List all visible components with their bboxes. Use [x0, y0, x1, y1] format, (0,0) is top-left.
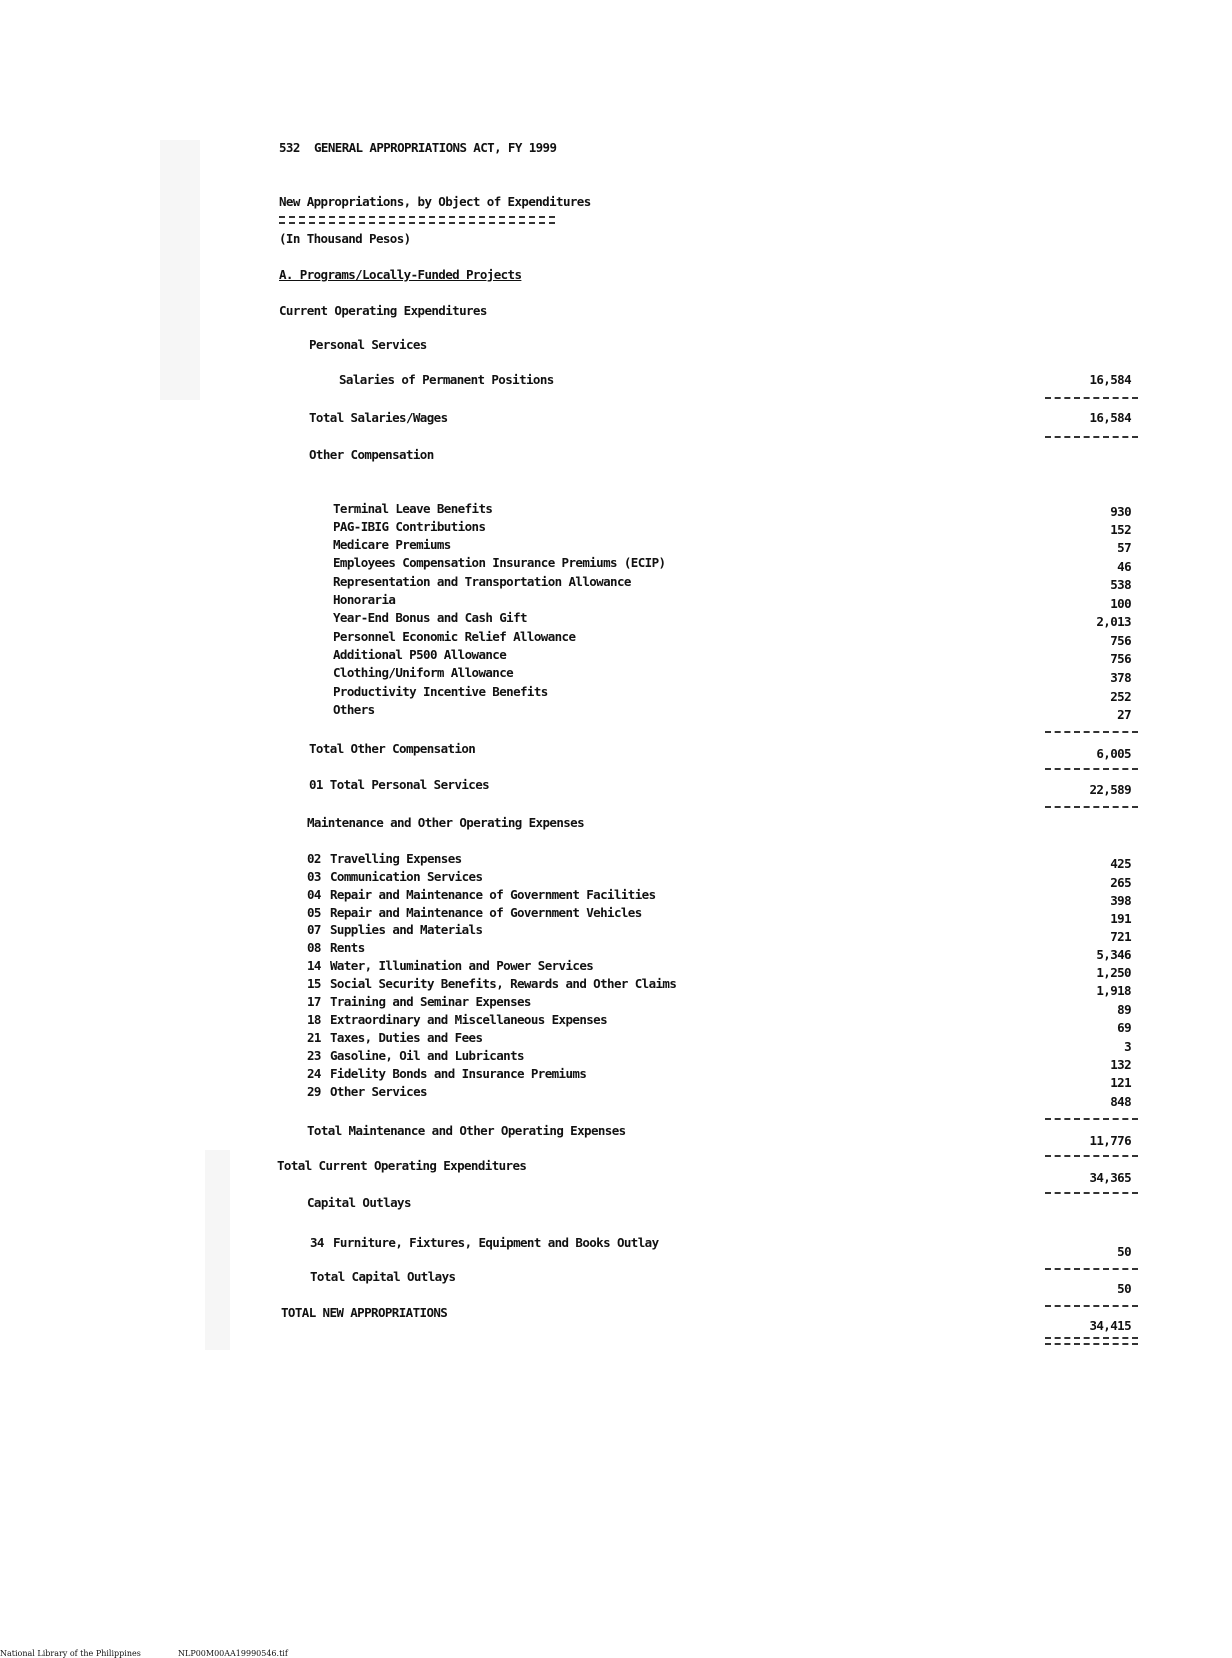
mooe-item-label: Other Services	[330, 1084, 427, 1099]
total-other-compensation-label: Total Other Compensation	[309, 741, 476, 756]
mooe-item-value: 265	[1110, 875, 1131, 890]
mooe-code: 05	[307, 905, 321, 920]
capital-item-label: Furniture, Fixtures, Equipment and Books Outlay	[333, 1235, 659, 1250]
page-number: 532	[279, 140, 300, 155]
list-item-label: Personnel Economic Relief Allowance	[333, 629, 576, 644]
mooe-code: 29	[307, 1084, 321, 1099]
mooe-code: 18	[307, 1012, 321, 1027]
list-item-label: Medicare Premiums	[333, 537, 451, 552]
mooe-item-value: 5,346	[1096, 947, 1131, 962]
mooe-item-value: 3	[1124, 1039, 1131, 1054]
mooe-item-label: Repair and Maintenance of Government Facilities	[330, 887, 656, 902]
total-current-operating-label: Total Current Operating Expenditures	[277, 1158, 527, 1173]
rule	[1045, 768, 1138, 770]
list-item-label: Honoraria	[333, 592, 396, 607]
mooe-item-label: Taxes, Duties and Fees	[330, 1030, 483, 1045]
mooe-item-value: 1,918	[1096, 983, 1131, 998]
total-other-compensation-value: 6,005	[1096, 746, 1131, 761]
list-item-value: 100	[1110, 596, 1131, 611]
rule	[1045, 397, 1138, 399]
capital-item-code: 34	[310, 1235, 324, 1250]
total-mooe-value: 11,776	[1089, 1133, 1131, 1148]
total-salaries-value: 16,584	[1089, 410, 1131, 425]
mooe-item-value: 721	[1110, 929, 1131, 944]
personal-services-label: Personal Services	[309, 337, 427, 352]
rule	[1045, 731, 1138, 733]
grand-total-value: 34,415	[1089, 1318, 1131, 1333]
grand-total-double-rule	[1045, 1337, 1138, 1345]
mooe-code: 24	[307, 1066, 321, 1081]
grand-total-label: TOTAL NEW APPROPRIATIONS	[281, 1305, 448, 1320]
total-mooe-label: Total Maintenance and Other Operating Expenses	[307, 1123, 626, 1138]
mooe-item-label: Supplies and Materials	[330, 922, 483, 937]
mooe-code: 21	[307, 1030, 321, 1045]
list-item-value: 756	[1110, 651, 1131, 666]
running-title: GENERAL APPROPRIATIONS ACT, FY 1999	[314, 140, 557, 155]
capital-item-value: 50	[1117, 1244, 1131, 1259]
mooe-code: 03	[307, 869, 321, 884]
total-personal-services-label: 01 Total Personal Services	[309, 777, 490, 792]
total-personal-services-value: 22,589	[1089, 782, 1131, 797]
units-note: (In Thousand Pesos)	[279, 231, 411, 246]
list-item-value: 152	[1110, 522, 1131, 537]
mooe-item-label: Communication Services	[330, 869, 483, 884]
mooe-item-label: Repair and Maintenance of Government Vehicles	[330, 905, 642, 920]
mooe-item-value: 1,250	[1096, 965, 1131, 980]
scan-noise	[160, 140, 200, 400]
section-heading: A. Programs/Locally-Funded Projects	[279, 267, 522, 282]
mooe-item-value: 89	[1117, 1002, 1131, 1017]
scan-noise	[205, 1150, 230, 1350]
list-item-label: Representation and Transportation Allowance	[333, 574, 631, 589]
footer-library: National Library of the Philippines	[0, 1649, 141, 1658]
mooe-item-value: 425	[1110, 856, 1131, 871]
salaries-value: 16,584	[1089, 372, 1131, 387]
rule	[1045, 1118, 1138, 1120]
document-heading: New Appropriations, by Object of Expenditures	[279, 194, 591, 209]
list-item-label: PAG-IBIG Contributions	[333, 519, 486, 534]
list-item-value: 538	[1110, 577, 1131, 592]
total-current-operating-value: 34,365	[1089, 1170, 1131, 1185]
list-item-value: 930	[1110, 504, 1131, 519]
list-item-value: 378	[1110, 670, 1131, 685]
salaries-label: Salaries of Permanent Positions	[339, 372, 554, 387]
list-item-value: 2,013	[1096, 614, 1131, 629]
total-capital-outlays-label: Total Capital Outlays	[310, 1269, 456, 1284]
rule	[1045, 806, 1138, 808]
total-capital-outlays-value: 50	[1117, 1281, 1131, 1296]
list-item-value: 756	[1110, 633, 1131, 648]
mooe-item-label: Extraordinary and Miscellaneous Expenses	[330, 1012, 608, 1027]
mooe-item-label: Gasoline, Oil and Lubricants	[330, 1048, 524, 1063]
list-item-label: Others	[333, 702, 375, 717]
mooe-item-label: Social Security Benefits, Rewards and Other Claims	[330, 976, 677, 991]
mooe-item-label: Rents	[330, 940, 365, 955]
list-item-label: Terminal Leave Benefits	[333, 501, 493, 516]
mooe-code: 07	[307, 922, 321, 937]
mooe-code: 04	[307, 887, 321, 902]
other-compensation-label: Other Compensation	[309, 447, 434, 462]
rule	[1045, 1155, 1138, 1157]
rule	[1045, 1305, 1138, 1307]
mooe-item-label: Training and Seminar Expenses	[330, 994, 531, 1009]
mooe-item-value: 69	[1117, 1020, 1131, 1035]
list-item-value: 57	[1117, 540, 1131, 555]
mooe-item-value: 848	[1110, 1094, 1131, 1109]
mooe-label: Maintenance and Other Operating Expenses	[307, 815, 585, 830]
mooe-item-value: 191	[1110, 911, 1131, 926]
rule	[1045, 1268, 1138, 1270]
rule	[1045, 436, 1138, 438]
mooe-item-label: Fidelity Bonds and Insurance Premiums	[330, 1066, 587, 1081]
list-item-label: Year-End Bonus and Cash Gift	[333, 610, 527, 625]
rule	[1045, 1192, 1138, 1194]
list-item-value: 46	[1117, 559, 1131, 574]
mooe-code: 15	[307, 976, 321, 991]
mooe-item-value: 398	[1110, 893, 1131, 908]
mooe-code: 14	[307, 958, 321, 973]
mooe-code: 02	[307, 851, 321, 866]
mooe-code: 08	[307, 940, 321, 955]
mooe-item-value: 132	[1110, 1057, 1131, 1072]
list-item-label: Employees Compensation Insurance Premiums (ECIP)	[333, 555, 666, 570]
list-item-label: Clothing/Uniform Allowance	[333, 665, 514, 680]
capital-outlays-label: Capital Outlays	[307, 1195, 411, 1210]
mooe-item-value: 121	[1110, 1075, 1131, 1090]
mooe-item-label: Travelling Expenses	[330, 851, 462, 866]
heading-double-rule	[279, 216, 555, 224]
current-operating-label: Current Operating Expenditures	[279, 303, 487, 318]
list-item-label: Productivity Incentive Benefits	[333, 684, 548, 699]
mooe-code: 17	[307, 994, 321, 1009]
mooe-code: 23	[307, 1048, 321, 1063]
list-item-value: 252	[1110, 689, 1131, 704]
list-item-label: Additional P500 Allowance	[333, 647, 507, 662]
mooe-item-label: Water, Illumination and Power Services	[330, 958, 594, 973]
total-salaries-label: Total Salaries/Wages	[309, 410, 448, 425]
footer-file: NLP00M00AA19990546.tif	[178, 1649, 288, 1658]
list-item-value: 27	[1117, 707, 1131, 722]
